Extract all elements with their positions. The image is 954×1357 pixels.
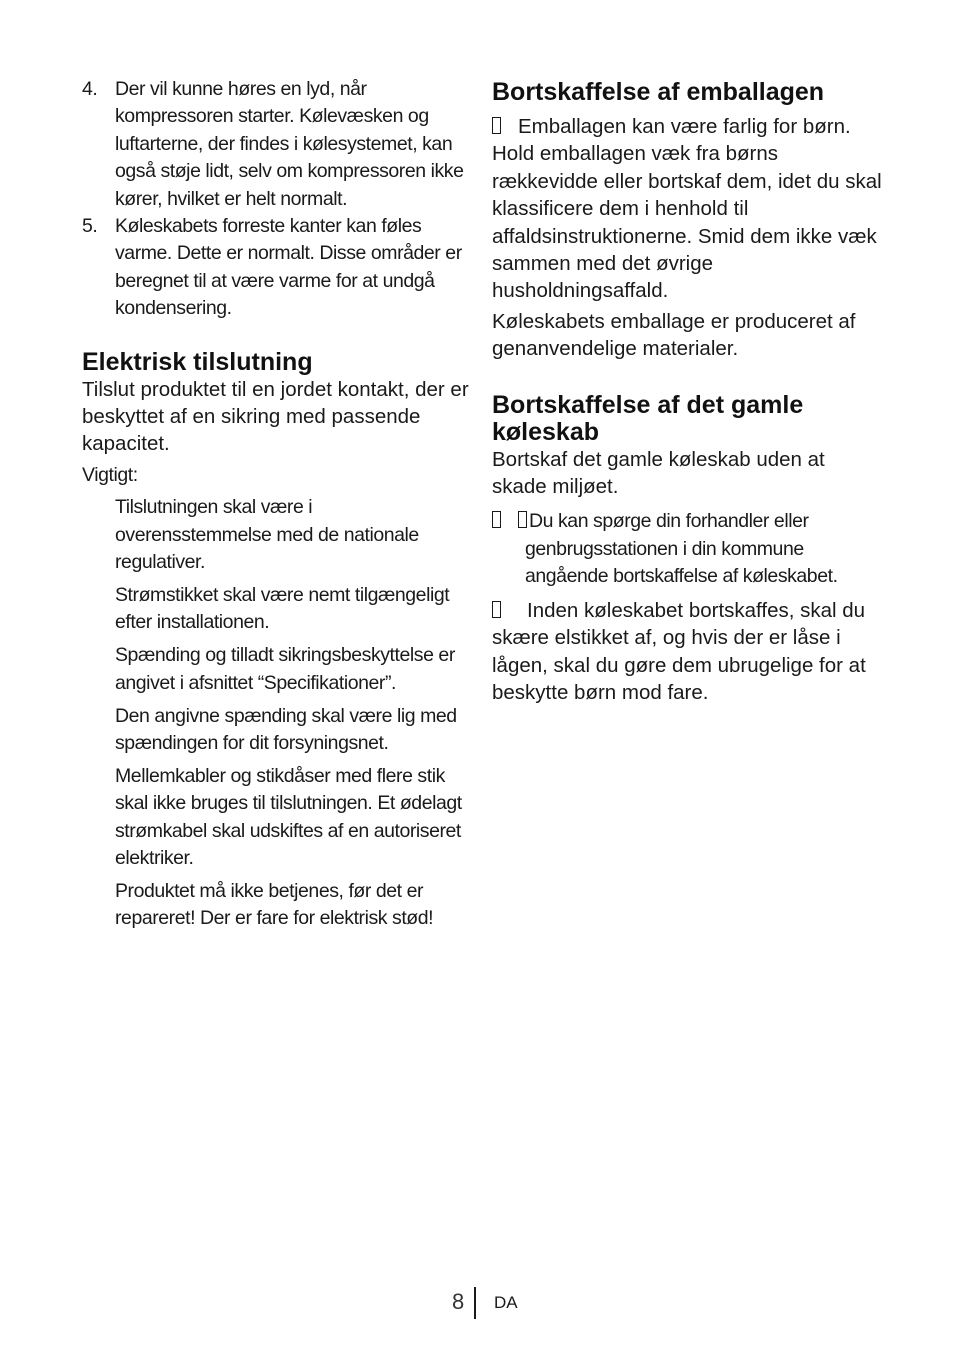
old-fridge-intro: Bortskaf det gamle køleskab uden at skade miljøet. [492,447,825,499]
important-item: Spænding og tilladt sikringsbeskyttelse er angivet i afsnittet “Specifikationer”. [115,644,455,694]
important-item: Tilslutningen skal være i overensstemmelse med de nationale regulativer. [115,496,419,574]
left-column [82,76,472,938]
item-text: Køleskabets forreste kanter kan føles varme. Dette er normalt. Disse områder er beregnet til at være varme for at undgå kondensering. [115,215,462,320]
important-item: Mellemkabler og stikdåser med flere stik skal ikke bruges til tilslutningen. Et ødelagt strømkabel skal udskiftes af en autoriseret elektriker. [115,764,462,870]
numbered-item-4 [82,76,472,213]
info-icon [518,511,527,528]
numbered-list [82,76,472,323]
warning-icon [492,117,501,134]
footer-separator [474,1287,476,1319]
electrical-intro: Tilslut produktet til en jordet kontakt, der er beskyttet af en sikring med passende kapacitet. [82,377,469,456]
item-number: 4. [82,78,98,100]
numbered-item-5 [82,213,472,323]
packaging-warning [492,113,884,305]
packaging-note: Køleskabets emballage er produceret af genanvendelige materialer. [492,309,856,361]
old-fridge-warning-text: Inden køleskabet bortskaffes, skal du skære elstikket af, og hvis der er låse i lågen, skal du gøre dem ubrugelige for at beskytte børn mod fare. [492,598,866,704]
important-item: Produktet må ikke betjenes, før det er repareret! Der er fare for elektrisk stød! [115,880,434,930]
environment-icon [492,511,501,528]
heading-old-fridge: Bortskaffelse af det gamle køleskab [492,390,804,446]
language-code: DA [494,1293,518,1312]
warning-icon [492,601,501,618]
right-column [492,76,884,706]
important-label: Vigtigt: [82,463,138,486]
item-text: Der vil kunne høres en lyd, når kompressoren starter. Kølevæsken og luftarterne, der findes i kølesystemet, kan også støje lidt, selv om kompressoren ikke kører, hvilket er helt normalt. [115,78,464,210]
packaging-warning-text: Emballagen kan være farlig for børn. Hold emballagen væk fra børns rækkevidde eller bortskaf dem, idet du skal klassificere dem i henhold til affaldsinstruktionerne. Smid dem ikke væk sammen med det øvrige husholdningsaffald. [492,115,882,303]
important-items [82,494,472,933]
important-item: Strømstikket skal være nemt tilgængeligt efter installationen. [115,584,450,634]
heading-electrical: Elektrisk tilslutning [82,347,313,376]
old-fridge-tip [492,508,884,590]
important-item: Den angivne spænding skal være lig med spændingen for dit forsyningsnet. [115,704,457,755]
old-fridge-warning [492,597,884,707]
old-fridge-tip-text: Du kan spørge din forhandler eller genbrugsstationen i din kommune angående bortskaffelse af køleskabet. [525,510,838,588]
heading-packaging: Bortskaffelse af emballagen [492,78,825,106]
item-number: 5. [82,215,98,238]
page-number: 8 [452,1289,465,1314]
